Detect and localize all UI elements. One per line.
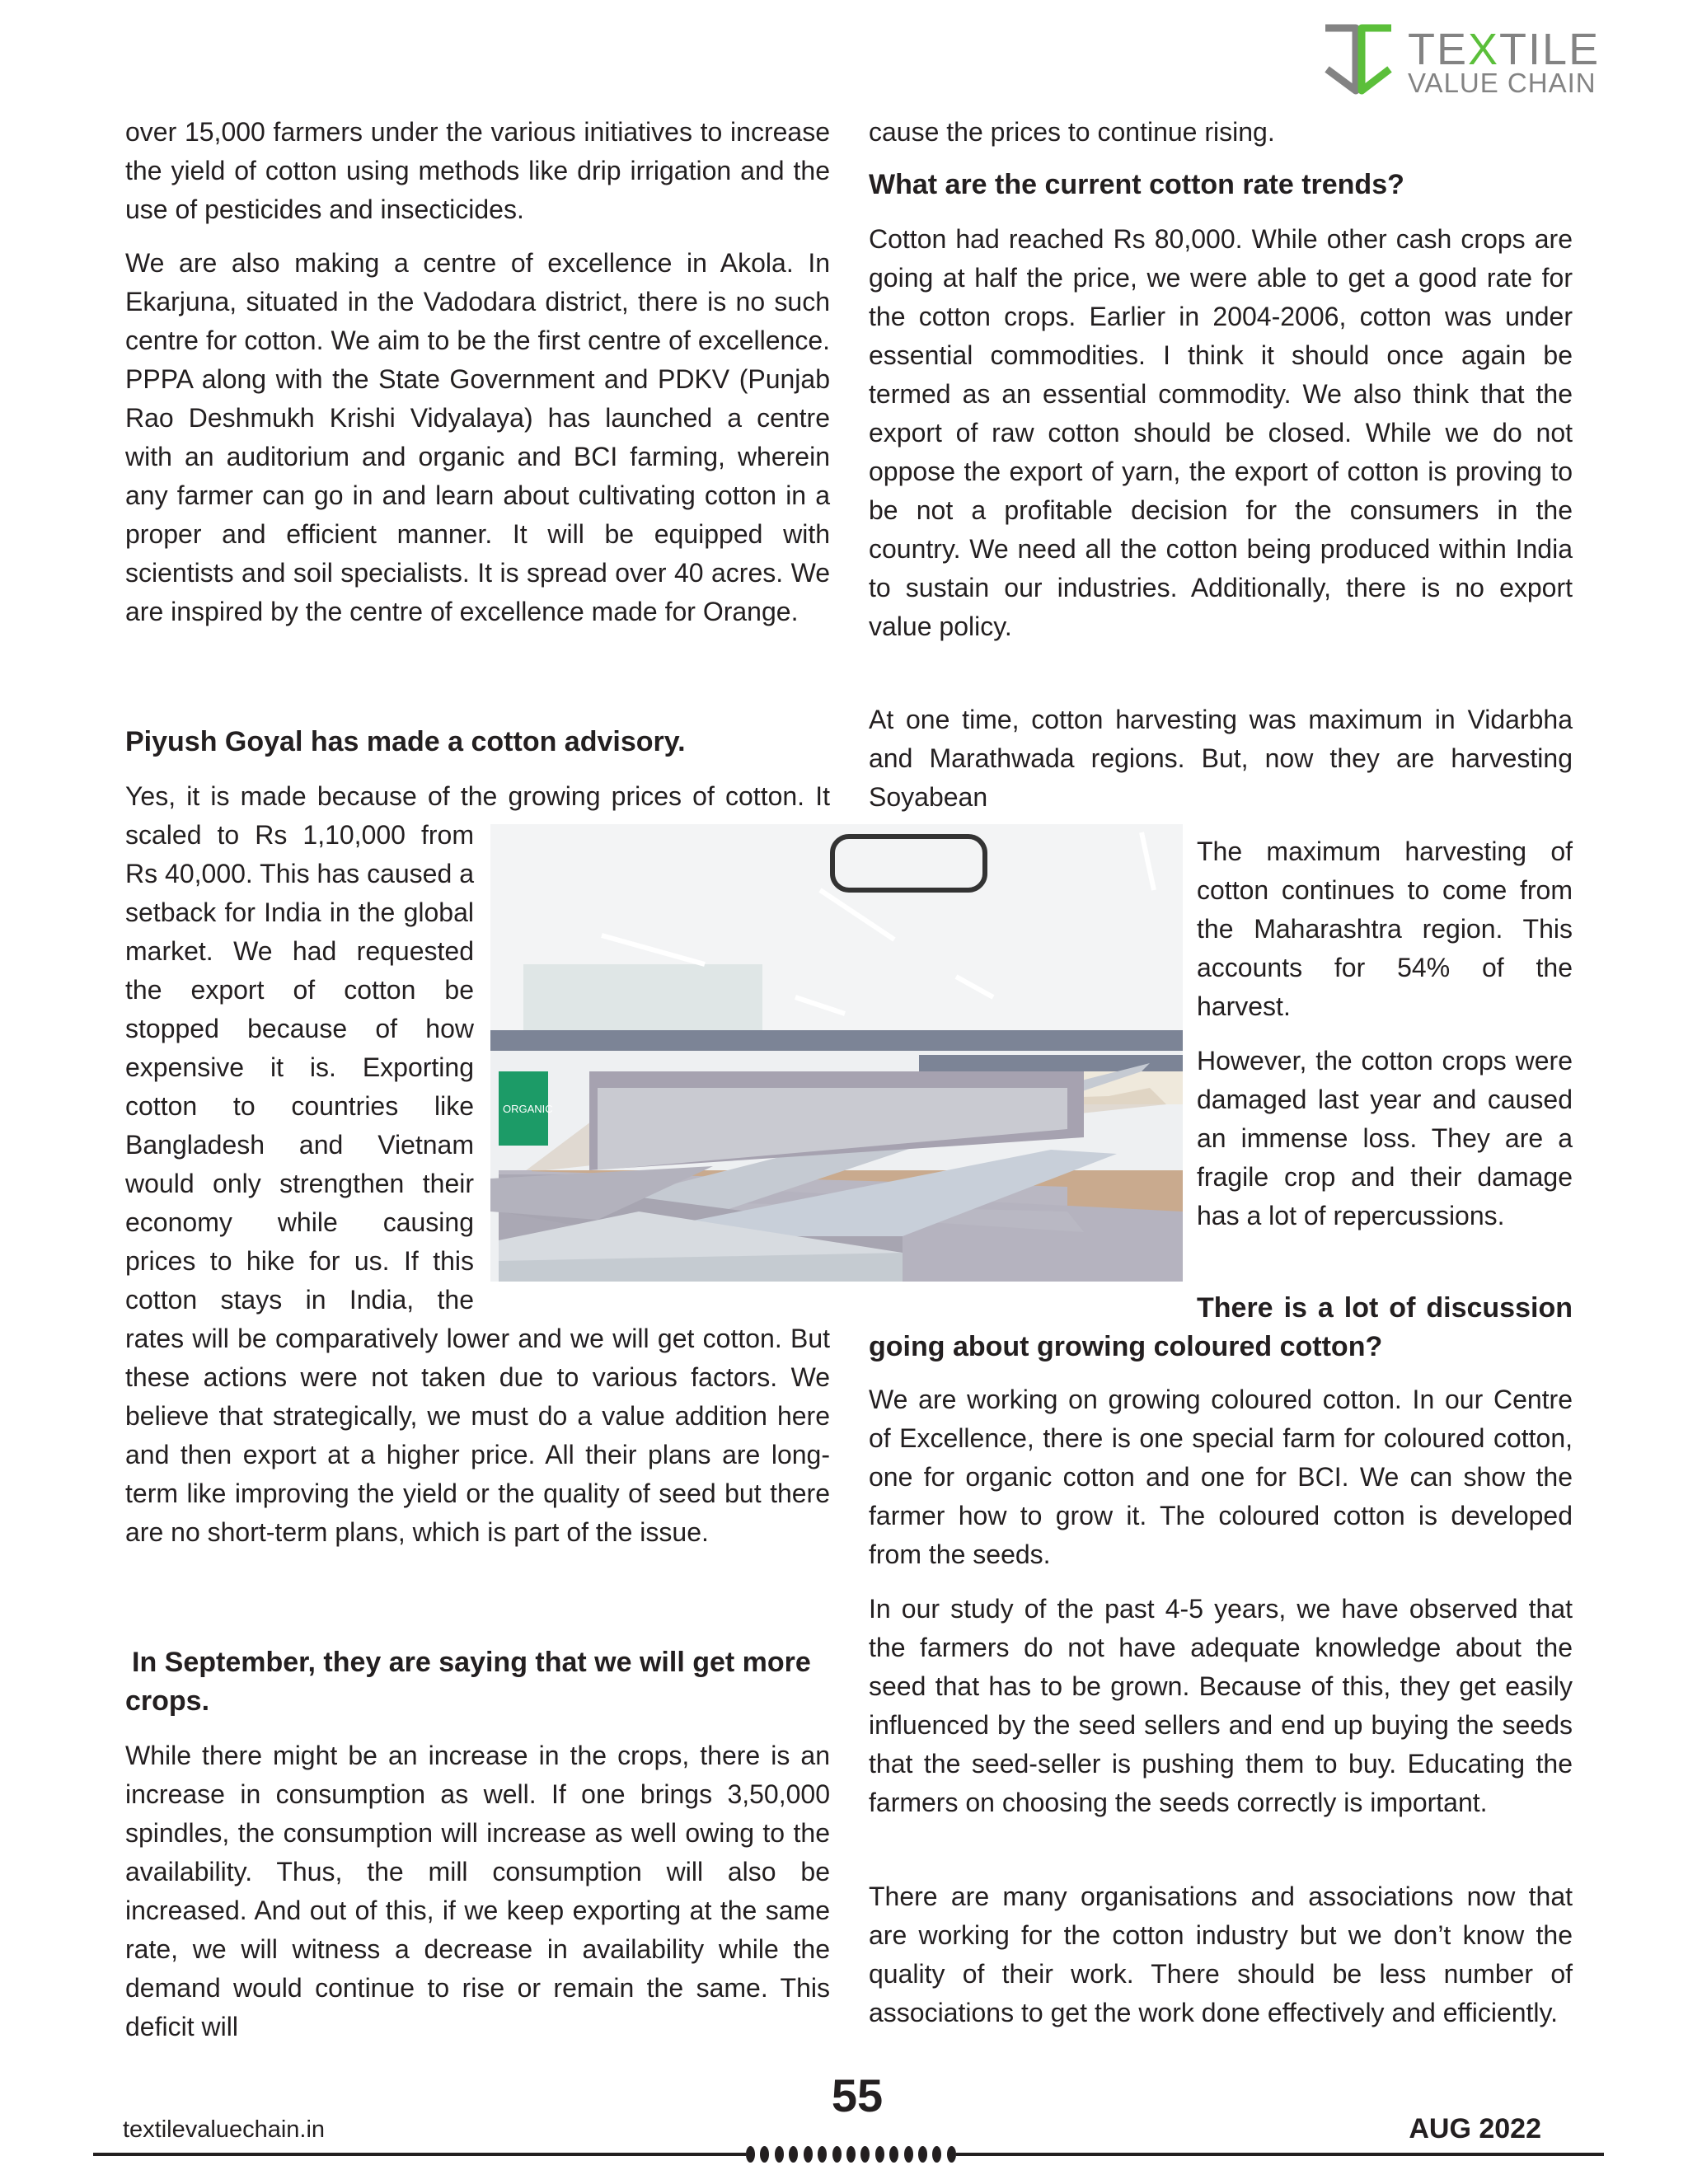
section-heading (869, 1289, 1573, 1366)
paragraph: Cotton had reached Rs 80,000. While other cash crops are going at half the price, we were able to get a good rate for the cotton crops. Earlier in 2004-2006, cotton was under essential commodities. I think it should once again be termed as an essential commodity. We also think that the export of raw cotton should be closed. While we do not oppose the export of yarn, the export of cotton is proving to be not a profitable decision for the consumers in the country. We need all the cotton being produced within India to sustain our industries. Additionally, there is no export value policy. (869, 224, 1573, 641)
paragraph: We are working on growing coloured cotton. In our Centre of Excellence, there is one special farm for coloured cotton, one for organic cotton and one for BCI. We can show the farmer how to grow it. The coloured cotton is developed from the seeds. (869, 1385, 1573, 1569)
footer-dots (746, 2145, 956, 2163)
paragraph: At one time, cotton harvesting was maximum in Vidarbha and Marathwada regions. But, now they are harvesting Soyabean (869, 705, 1573, 812)
paragraph: over 15,000 farmers under the various initiatives to increase the yield of cotton using methods like drip irrigation and the use of pesticides and insecticides. (125, 117, 830, 224)
svg-text:VALUE CHAIN: VALUE CHAIN (1408, 68, 1597, 96)
issue-date: AUG 2022 (1409, 2113, 1541, 2144)
paragraph: In our study of the past 4-5 years, we have observed that the farmers do not have adequate knowledge about the seed that has to be grown. Because of this, they get easily influenced by the seed sellers and end up buying the seeds that the seed-seller is pushing them to buy. Educating the farmers on choosing the seeds correctly is important. (869, 1594, 1573, 1817)
section-heading: In September, they are saying that we will get more crops. (125, 1647, 811, 1717)
paragraph: While there might be an increase in the crops, there is an increase in consumption as well. If one brings 3,50,000 spindles, the consumption will increase as well owing to the availability. Thus, the mill consumption will also be increased. And out of this, if we keep exporting at the same rate, we will witness a decrease in availability while the demand would continue to rise or remain the same. This deficit will (125, 1741, 830, 2041)
website-url: textilevaluechain.in (123, 2116, 326, 2143)
section-heading: Piyush Goyal has made a cotton advisory. (125, 726, 686, 757)
paragraph: We are also making a centre of excellence in Akola. In Ekarjuna, situated in the Vadodara district, there is no such centre for cotton. We aim to be the first centre of excellence. PPPA along with the State Government and PDKV (Punjab Rao Deshmukh Krishi Vidyalaya) has launched a centre with an auditorium and organic and BCI farming, wherein any farmer can go in and learn about cultivating cotton in a proper and efficient manner. It will be equipped with scientists and soil specialists. It is spread over 40 acres. We are inspired by the centre of excellence made for Orange. (125, 248, 830, 626)
section-heading: What are the current cotton rate trends? (869, 169, 1404, 200)
textile-value-chain-logo (1319, 18, 1615, 96)
paragraph: However, the cotton crops were damaged last year and caused an immense loss. They are a fragile crop and their damage has a lot of repercussions. (1197, 1046, 1573, 1230)
svg-text:TEXTILE: TEXTILE (1408, 25, 1601, 74)
paragraph: There are many organisations and associations now that are working for the cotton industry but we don’t know the quality of their work. There should be less number of associations to get the work done effectively and efficiently. (869, 1882, 1573, 2027)
embroidery-machine-photo (490, 824, 1183, 1282)
footer-rule (956, 2153, 1604, 2156)
paragraph-text: Yes, it is made because of the growing prices of cotton. It scaled to Rs 1,10,000 from Rs 40,000. This has caused a setback for India in the global market. We had requested the export of cotton be stopped because of how expensive it is. Exporting cotton to countries like Bangladesh and Vietnam would only strengthen their economy while causing prices to hike for us. If this cotton stays in India, the rates will be comparatively lower and we will get cotton. But these actions were not taken due to various factors. We believe that strategically, we must do a value addition here and then export at a higher price. All their plans are long-term like improving the yield or the quality of seed but there are no short-term plans, which is part of the issue. (125, 781, 830, 1547)
paragraph: The maximum harvesting of cotton continues to come from the Maharashtra region. This accounts for 54% of the harvest. (1197, 837, 1573, 1021)
page-number: 55 (831, 2069, 884, 2121)
organic-sign-label: ORGANIC (503, 1103, 553, 1115)
heading-text: There is a lot of discussion going about growing coloured cotton? (869, 1292, 1573, 1362)
footer-rule (93, 2153, 746, 2156)
paragraph: cause the prices to continue rising. (869, 117, 1275, 147)
